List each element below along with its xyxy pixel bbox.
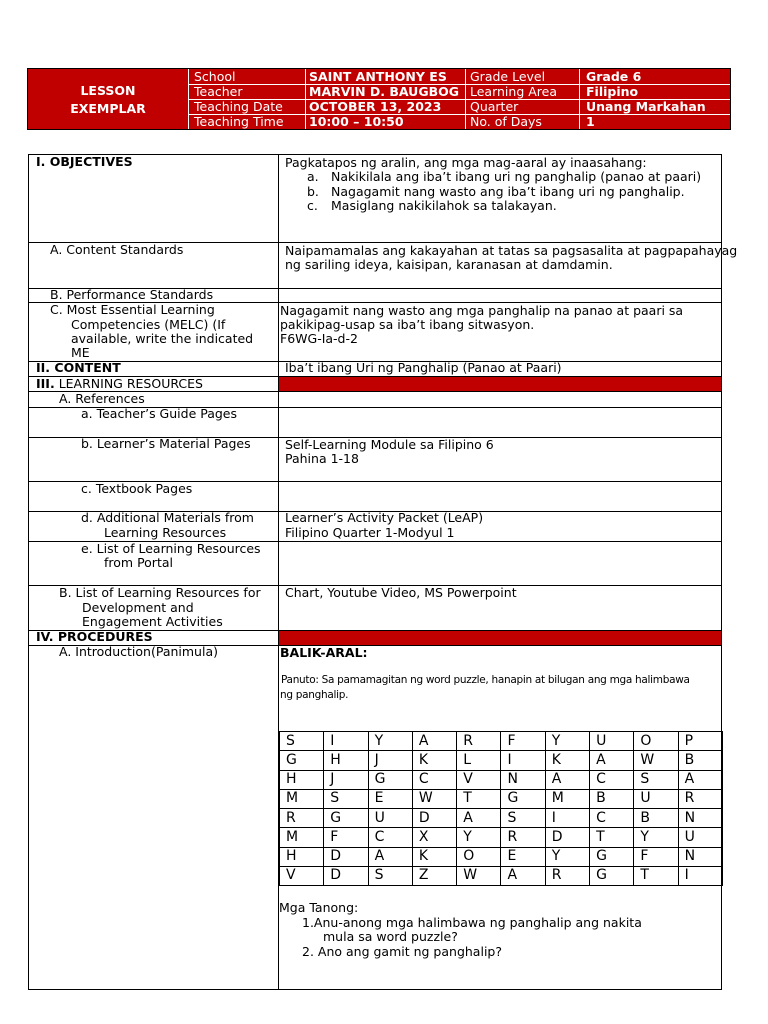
puzzle-cell: N [678,809,722,828]
header-label-school: School [194,69,236,84]
puzzle-cell: M [280,789,324,808]
melc-label-2: Competencies (MELC) (If [71,317,226,332]
puzzle-cell: H [324,751,368,770]
header-label-days: No. of Days [470,114,542,129]
puzzle-cell: B [634,809,678,828]
puzzle-cell: Y [545,732,589,751]
puzzle-cell: K [545,751,589,770]
puzzle-cell: O [457,847,501,866]
word-puzzle [279,731,723,886]
puzzle-cell: V [457,770,501,789]
puzzle-cell: C [590,809,634,828]
puzzle-cell: I [501,751,545,770]
puzzle-cell: U [678,828,722,847]
header-label-teacher: Teacher [194,84,243,99]
puzzle-cell: G [280,751,324,770]
dev-label-3: Engagement Activities [82,614,223,629]
puzzle-cell: H [280,847,324,866]
puzzle-cell: R [545,866,589,885]
puzzle-cell: S [368,866,412,885]
references-label: A. References [59,391,145,406]
title-line-1: LESSON [80,83,136,98]
melc-label-4: ME [71,345,90,360]
melc-label-1: C. Most Essential Learning [50,302,215,317]
puzzle-cell: H [280,770,324,789]
melc-line1: Nagagamit nang wasto ang mga panghalip na panao at paari sa [280,303,684,318]
lm-value-1: Self-Learning Module sa Filipino 6 [285,437,494,452]
header-value-grade: Grade 6 [586,69,642,84]
additional-value-1: Learner’s Activity Packet (LeAP) [285,510,484,525]
puzzle-cell: N [678,847,722,866]
puzzle-cell: D [324,847,368,866]
puzzle-row [280,847,723,866]
puzzle-cell: S [634,770,678,789]
melc-code: F6WG-Ia-d-2 [280,331,358,346]
puzzle-cell: X [412,828,456,847]
objective-c-marker: c. [307,198,318,213]
question-2: 2. Ano ang gamit ng panghalip? [302,944,502,959]
panuto-line2: ng panghalip. [280,689,349,701]
puzzle-cell: U [368,809,412,828]
puzzle-cell: S [324,789,368,808]
puzzle-cell: R [678,789,722,808]
puzzle-cell: P [678,732,722,751]
procedures-red-bar [279,631,721,645]
balik-aral-heading: BALIK-ARAL: [280,645,368,660]
lesson-exemplar-title [28,82,188,118]
objective-b-marker: b. [307,184,319,199]
tg-pages-label: a. Teacher’s Guide Pages [81,406,238,421]
puzzle-cell: M [545,789,589,808]
puzzle-cell: I [678,866,722,885]
puzzle-cell: K [412,751,456,770]
content-value: Iba’t ibang Uri ng Panghalip (Panao at Paari) [285,360,562,375]
puzzle-cell: C [590,770,634,789]
puzzle-cell: C [412,770,456,789]
objective-b: Nagagamit nang wasto ang iba’t ibang uri ng panghalip. [331,184,685,199]
header-label-quarter: Quarter [470,99,519,114]
puzzle-cell: S [501,809,545,828]
questions-heading: Mga Tanong: [279,900,359,915]
puzzle-cell: I [324,732,368,751]
puzzle-cell: G [324,809,368,828]
puzzle-cell: M [280,828,324,847]
puzzle-cell: G [501,789,545,808]
puzzle-cell: D [324,866,368,885]
puzzle-cell: T [457,789,501,808]
resources-heading-text: LEARNING RESOURCES [58,376,203,391]
content-standards-line1: Naipamamalas ang kakayahan at tatas sa pagsasalita at pagpapahayag [285,243,738,258]
textbook-label: c. Textbook Pages [81,481,193,496]
header-value-teacher: MARVIN D. BAUGBOG [309,84,459,99]
puzzle-cell: A [457,809,501,828]
puzzle-row [280,866,723,885]
puzzle-cell: B [590,789,634,808]
header-label-time: Teaching Time [194,114,284,129]
header-value-area: Filipino [586,84,639,99]
puzzle-cell: W [634,751,678,770]
melc-label-3: available, write the indicated [71,331,254,346]
header-label-date: Teaching Date [194,99,283,114]
content-standards-line2: ng sariling ideya, kaisipan, karanasan at damdamin. [285,257,613,272]
puzzle-row [280,770,723,789]
header-label-grade: Grade Level [470,69,546,84]
puzzle-cell: A [678,770,722,789]
puzzle-cell: Y [368,732,412,751]
objective-a-marker: a. [307,169,319,184]
lm-pages-label: b. Learner’s Material Pages [81,436,251,451]
header-value-date: OCTOBER 13, 2023 [309,99,442,114]
header-value-school: SAINT ANTHONY ES [309,69,447,84]
header-value-days: 1 [586,114,595,129]
header-value-quarter: Unang Markahan [586,99,706,114]
puzzle-cell: U [634,789,678,808]
puzzle-row [280,809,723,828]
introduction-label: A. Introduction(Panimula) [59,644,218,659]
lm-value-2: Pahina 1-18 [285,451,359,466]
puzzle-row [280,828,723,847]
puzzle-cell: E [501,847,545,866]
puzzle-cell: T [590,828,634,847]
portal-label-1: e. List of Learning Resources [81,541,261,556]
question-1-line2: mula sa word puzzle? [323,929,458,944]
resources-heading-num: III. [36,376,55,391]
puzzle-cell: K [412,847,456,866]
puzzle-cell: Z [412,866,456,885]
lesson-plan-table [28,154,738,990]
puzzle-cell: G [590,866,634,885]
question-1-line1: 1.Anu-anong mga halimbawa ng panghalip ang nakita [302,915,642,930]
procedures-heading: IV. PROCEDURES [36,629,153,644]
objective-a: Nakikilala ang iba’t ibang uri ng panghalip (panao at paari) [331,169,702,184]
additional-label-2: Learning Resources [104,525,227,540]
objectives-intro: Pagkatapos ng aralin, ang mga mag-aaral ay inaasahang: [285,155,647,170]
puzzle-cell: R [457,732,501,751]
melc-line2: pakikipag-usap sa iba’t ibang sitwasyon. [280,317,535,332]
puzzle-cell: E [368,789,412,808]
puzzle-cell: A [501,866,545,885]
puzzle-cell: J [368,751,412,770]
puzzle-cell: O [634,732,678,751]
objective-c: Masiglang nakikilahok sa talakayan. [331,198,557,213]
puzzle-cell: A [545,770,589,789]
performance-standards-label: B. Performance Standards [50,287,214,302]
portal-label-2: from Portal [104,555,173,570]
puzzle-row [280,789,723,808]
puzzle-cell: W [412,789,456,808]
additional-label-1: d. Additional Materials from [81,510,254,525]
puzzle-cell: D [412,809,456,828]
dev-label-1: B. List of Learning Resources for [59,585,261,600]
puzzle-cell: Y [457,828,501,847]
puzzle-cell: A [368,847,412,866]
puzzle-cell: B [678,751,722,770]
puzzle-cell: R [501,828,545,847]
puzzle-row [280,732,723,751]
puzzle-cell: F [324,828,368,847]
puzzle-cell: A [412,732,456,751]
puzzle-cell: G [368,770,412,789]
puzzle-cell: Y [634,828,678,847]
header-value-time: 10:00 – 10:50 [309,114,404,129]
puzzle-cell: R [280,809,324,828]
dev-value: Chart, Youtube Video, MS Powerpoint [285,585,517,600]
puzzle-cell: N [501,770,545,789]
puzzle-cell: S [280,732,324,751]
puzzle-cell: V [280,866,324,885]
content-heading: II. CONTENT [36,360,121,375]
dev-label-2: Development and [82,600,194,615]
puzzle-cell: F [501,732,545,751]
puzzle-row [280,751,723,770]
puzzle-cell: T [634,866,678,885]
lesson-header [27,68,731,130]
puzzle-cell: A [590,751,634,770]
panuto-line1: Panuto: Sa pamamagitan ng word puzzle, hanapin at bilugan ang mga halimbawa [281,674,690,686]
puzzle-cell: W [457,866,501,885]
puzzle-cell: L [457,751,501,770]
content-standards-label: A. Content Standards [50,242,184,257]
resources-heading [36,377,203,392]
puzzle-cell: I [545,809,589,828]
header-label-area: Learning Area [470,84,558,99]
puzzle-cell: J [324,770,368,789]
puzzle-cell: U [590,732,634,751]
puzzle-cell: D [545,828,589,847]
title-line-2: EXEMPLAR [70,101,146,116]
puzzle-cell: G [590,847,634,866]
objectives-heading: I. OBJECTIVES [36,154,133,169]
resources-red-bar [279,377,721,391]
puzzle-cell: C [368,828,412,847]
puzzle-cell: F [634,847,678,866]
additional-value-2: Filipino Quarter 1-Modyul 1 [285,525,455,540]
puzzle-cell: Y [545,847,589,866]
